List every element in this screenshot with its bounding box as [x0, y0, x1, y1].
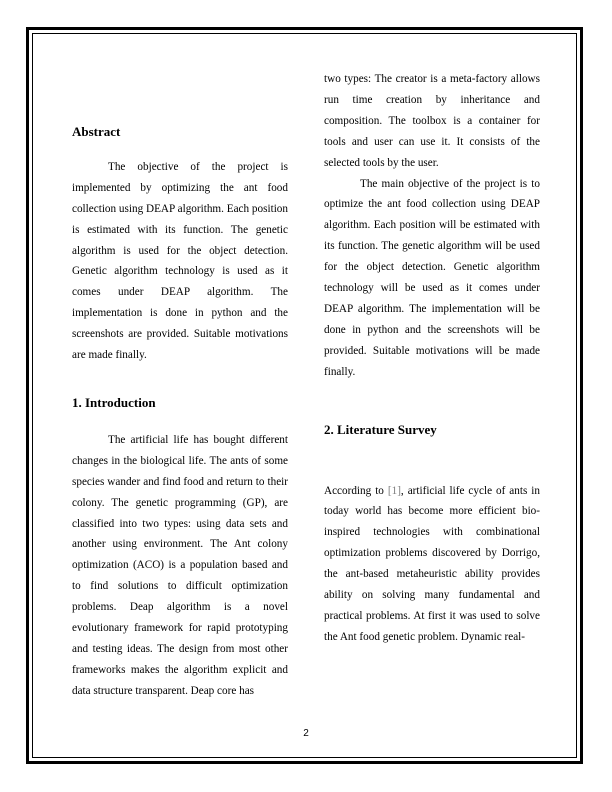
abstract-paragraph: The objective of the project is implemented by optimizing the ant food collection using DEAP algorithm. Each position is estimated with its function. The genetic algorithm is used for the object detection. Genetic algorithm technology is used as it comes under DEAP algorithm. The implementation is done in python and the screenshots are provided. Suitable motivations are made finally. [72, 160, 288, 362]
literature-text-start: According to [324, 484, 388, 497]
literature-survey-paragraph [324, 481, 540, 648]
abstract-heading: Abstract [72, 124, 121, 139]
introduction-paragraph: The artificial life has bought different changes in the biological life. The ants of some species wander and find food and return to their colony. The genetic programming (GP), are classified into two types: using data sets and another using environment. The Ant colony optimization (ACO) is a population based and to find solutions to difficult optimization problems. Deap algorithm is a novel evolutionary framework for rapid prototyping and testing ideas. The design from most other frameworks makes the algorithm explicit and data structure transparent. Deap core has [72, 433, 288, 697]
literature-survey-heading: 2. Literature Survey [324, 421, 437, 437]
introduction-continued-paragraph: two types: The creator is a meta-factory allows run time creation by inheritance and composition. The toolbox is a container for tools and user can use it. It consists of the selected tools by the user. [324, 73, 540, 169]
objective-paragraph: The main objective of the project is to optimize the ant food collection using DEAP algorithm. Each position will be estimated with its function. The genetic algorithm will be used for the object detection. Genetic algorithm technology will be used as it comes under DEAP algorithm. The implementation will be done in python and the screenshots will be provided. Suitable motivations will be made finally. [324, 177, 540, 378]
right-column [324, 69, 540, 648]
literature-text-rest: , artificial life cycle of ants in today world has become more efficient bio-inspired technologies with combinational optimization problems discovered by Dorrigo, the ant-based metaheuristic ability provides ability on solving many fundamental and practical problems. At first it was used to solve the Ant food genetic problem. Dynamic real- [324, 484, 540, 643]
left-column [72, 122, 288, 702]
introduction-heading: 1. Introduction [72, 394, 156, 410]
citation-link[interactable]: [1] [387, 484, 401, 497]
page-number: 2 [303, 728, 309, 739]
